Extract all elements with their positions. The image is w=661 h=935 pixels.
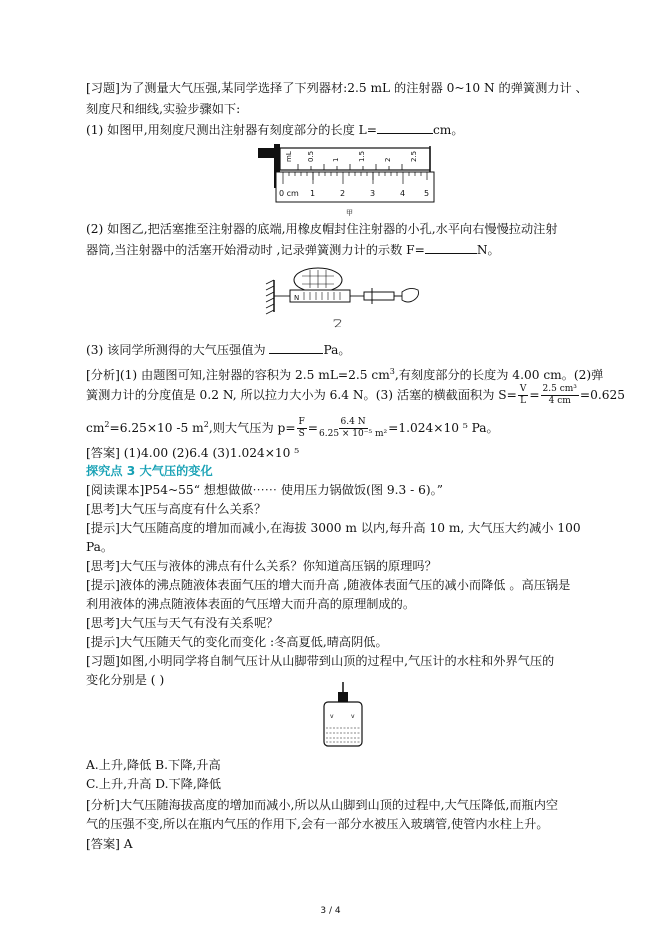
figure-jia-syringe-ruler xyxy=(258,142,438,222)
analysis-line3: $cm^2=6.25\times 10$ -5 $m^2$,则大气压为 p= $\frac{F}{S}$ = $\frac{6.4 N}{\text{6.25 × 10⁻⁵ m²}}$ =1.024×10 ⁵ Pa。 xyxy=(86,417,499,440)
svg-text:v: v xyxy=(330,713,334,720)
hint-2-line2: 利用液体的沸点随液体表面的气压增大而升高的原理制成的。 xyxy=(86,597,416,611)
barrel-mark: 2.5 xyxy=(410,150,418,162)
barrel-mark: 0.5 xyxy=(307,150,315,162)
exercise-intro-line2: 刻度尺和细线,实验步骤如下: xyxy=(86,102,241,116)
exercise-step1: (1) 如图甲,用刻度尺测出注射器有刻度部分的长度 L= cm。 xyxy=(86,120,632,141)
analysis-line1: [分析](1) 由题图可知,注射器的容积为 2.5 mL=2.5 $cm^3$,有刻度部分的长度为 4.00 cm。(2)弹 xyxy=(86,367,604,383)
analysis-line2: 簧测力计的分度值是 0.2 N, 所以拉力大小为 6.4 N。(3) 活塞的横截面积为 S= $\frac{V}{L}$ = $\frac{\text{2.5 cm³}}{4 cm}$ =0.625 xyxy=(86,384,626,406)
fraction-volume-over-length: $\frac{\text{2.5 cm³}}{4 cm}$ xyxy=(542,384,577,406)
answer-blank xyxy=(377,120,433,134)
ruler-label: 2 xyxy=(340,189,346,198)
hint-1-line1: [提示]大气压随高度的增加而减小,在海拔 3000 m 以内,每升高 10 m, 大气压大约减小 100 xyxy=(86,521,581,535)
fraction-force-over-area: $\frac{6.4 N}{\text{6.25 × 10⁻⁵ m²}}$ xyxy=(319,417,388,440)
answer2-line: [答案] A xyxy=(86,837,133,851)
reading-assignment: [阅读课本]P54~55“ 想想做做⋯⋯ 使用压力锅做饭(图 9.3 - 6)。” xyxy=(86,483,443,497)
answer-blank xyxy=(425,240,477,254)
figure-caption: 乙 xyxy=(332,317,342,327)
exercise-step3: (3) 该同学所测得的大气压强值为 Pa。 xyxy=(86,340,632,361)
barrel-mark: mL xyxy=(285,151,293,162)
exercise2-line1: [习题]如图,小明同学将自制气压计从山脚带到山顶的过程中,气压计的水柱和外界气压的 xyxy=(86,654,555,668)
answer-blank xyxy=(269,340,323,354)
answer-line: [答案] (1)4.00 (2)6.4 (3)1.024×10 ⁵ xyxy=(86,446,300,460)
think-question-1: [思考]大气压与高度有什么关系？ xyxy=(86,502,267,516)
exercise2-line2: 变化分别是 ( ) xyxy=(86,673,165,687)
think-question-2: [思考]大气压与液体的沸点有什么关系？你知道高压锅的原理吗？ xyxy=(86,559,437,573)
barrel-mark: 1.5 xyxy=(358,150,366,162)
exercise-step2-line2: 器筒,当注射器中的活塞开始滑动时 ,记录弹簧测力计的示数 F= N。 xyxy=(86,240,632,261)
ruler-label: 0 cm xyxy=(279,189,299,198)
barrel-mark: 2 xyxy=(384,157,392,162)
barrel-mark: 1 xyxy=(332,157,340,162)
hint-1-line2: Pa。 xyxy=(86,540,114,554)
ruler-label: 3 xyxy=(370,189,376,198)
think-question-3: [思考]大气压与天气有没有关系呢？ xyxy=(86,616,279,630)
svg-text:N: N xyxy=(294,294,300,302)
option-row-2: C.上升,升高 D.下降,降低 xyxy=(86,777,222,791)
page-number: 3 / 4 xyxy=(320,906,341,916)
ruler-label: 1 xyxy=(310,189,316,198)
fraction-f-over-s: $\frac{F}{S}$ xyxy=(298,417,305,440)
figure-homemade-barometer xyxy=(320,680,366,750)
analysis2-line2: 气的压强不变,所以在瓶内气压的作用下,会有一部分水被压入玻璃管,使管内水柱上升。 xyxy=(86,817,549,831)
ruler-label: 4 xyxy=(400,189,406,198)
figure-caption: 甲 xyxy=(346,209,353,217)
exercise-intro-line1: [习题]为了测量大气压强,某同学选择了下列器材:2.5 mL 的注射器 0~10 N 的弹簧测力计 、 xyxy=(86,81,588,95)
option-row-1: A.上升,降低 B.下降,升高 xyxy=(86,758,221,772)
fraction-v-over-l: $\frac{V}{L}$ xyxy=(519,384,527,406)
hint-2-line1: [提示]液体的沸点随液体表面气压的增大而升高 ,随液体表面气压的减小而降低 。高压锅是 xyxy=(86,578,571,592)
figure-yi-spring-scale xyxy=(262,262,422,334)
svg-text:v: v xyxy=(351,713,355,720)
hint-3: [提示]大气压随天气的变化而变化 :冬高夏低,晴高阴低。 xyxy=(86,635,388,649)
exercise-step2-line1: (2) 如图乙,把活塞推至注射器的底端,用橡皮帽封住注射器的小孔,水平向右慢慢拉动注射 xyxy=(86,222,558,236)
section-heading: 探究点 3 大气压的变化 xyxy=(86,464,213,478)
ruler-label: 5 xyxy=(424,189,430,198)
analysis2-line1: [分析]大气压随海拔高度的增加而减小,所以从山脚到山顶的过程中,大气压降低,而瓶内空 xyxy=(86,798,559,812)
